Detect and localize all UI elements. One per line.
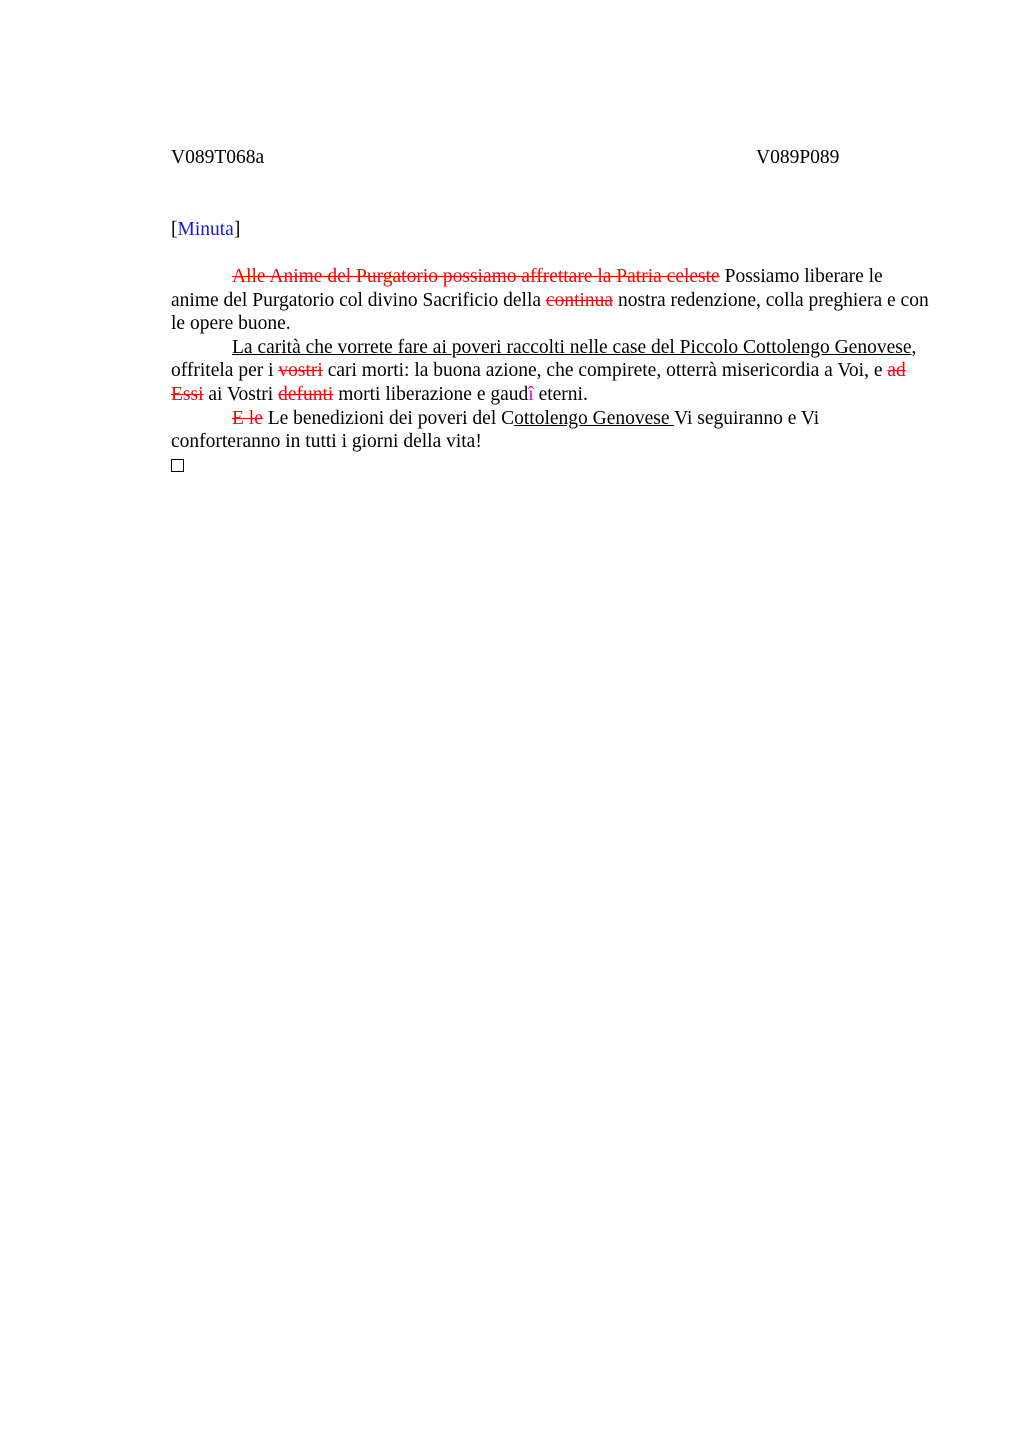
text-segment: , offritela per i xyxy=(171,336,917,382)
text-segment: nostra redenzione, colla preghiera e con le opere buone. xyxy=(171,289,929,335)
text-segment: Possiamo liberare le anime del Purgatorio col divino Sacrificio della xyxy=(171,266,883,311)
paragraph-3 xyxy=(171,407,931,454)
text-segment: eterni. xyxy=(533,383,588,405)
deleted-text: ad Essi xyxy=(171,360,906,405)
text-segment: ai Vostri xyxy=(203,383,279,405)
document-code-left: V089T068a xyxy=(171,147,265,168)
deleted-text: E le xyxy=(232,407,263,429)
minuta-label xyxy=(171,218,240,242)
underlined-text: La carità che vorrete fare ai poveri raccolti nelle case del Piccolo Cottolengo Genovese xyxy=(232,336,912,358)
document-body xyxy=(171,265,931,478)
deleted-text: vostri xyxy=(278,360,323,382)
paragraph-2 xyxy=(171,336,931,407)
label-word: Minuta xyxy=(177,219,234,240)
inserted-character: î xyxy=(528,383,534,405)
deleted-text: Alle Anime del Purgatorio possiamo affrettare la Patria celeste xyxy=(232,266,720,287)
label-close-bracket: ] xyxy=(233,219,241,240)
text-segment: Vi seguiranno e Vi conforteranno in tutti i giorni della vita! xyxy=(171,407,820,453)
label-open-bracket: [ xyxy=(171,219,178,240)
paragraph-1 xyxy=(171,265,931,336)
deleted-text: defunti xyxy=(278,383,334,405)
text-segment: cari morti: la buona azione, che compirete, otterrà misericordia a Voi, e xyxy=(322,360,888,382)
underlined-text: ottolengo Genovese xyxy=(514,407,675,429)
text-segment: Le benedizioni dei poveri del C xyxy=(262,407,515,429)
text-segment: morti liberazione e gaud xyxy=(333,383,529,405)
checkbox-square-icon xyxy=(171,459,184,472)
end-mark xyxy=(171,454,931,479)
document-code-right: V089P089 xyxy=(756,147,840,168)
deleted-text: continua xyxy=(545,289,614,311)
